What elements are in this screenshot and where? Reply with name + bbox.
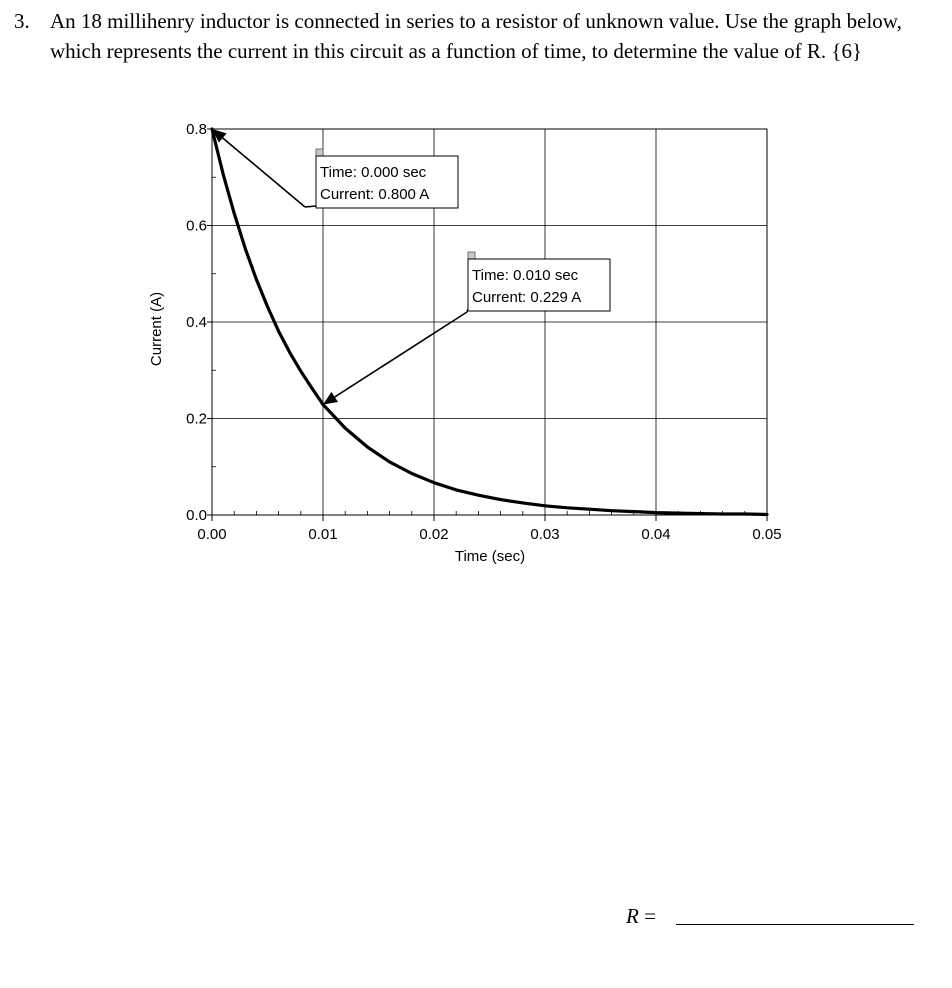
x-tick-label: 0.04 (641, 526, 671, 543)
answer-equals: = (644, 904, 656, 928)
x-tick-label: 0.02 (419, 526, 449, 543)
y-tick-label: 0.4 (186, 314, 207, 331)
x-tick-label: 0.00 (197, 526, 227, 543)
annotation-time-label: Time: 0.010 sec (472, 267, 579, 284)
answer-blank-line (676, 924, 914, 925)
x-tick-label: 0.03 (530, 526, 560, 543)
x-tick-label: 0.01 (308, 526, 338, 543)
answer-variable: R (626, 904, 639, 928)
question-text: An 18 millihenry inductor is connected in series to a resistor of unknown value. Use the graph below, which represents the current in this circuit as a function of time, to determine the value of R. {6} (50, 9, 902, 63)
annotation-anchor-icon (316, 149, 323, 156)
y-tick-label: 0.0 (186, 507, 207, 524)
annotation-current-label: Current: 0.229 A (472, 289, 582, 306)
answer-label (626, 904, 656, 929)
question-number: 3. (14, 9, 30, 33)
y-tick-label: 0.6 (186, 217, 207, 235)
annotation-current-label: Current: 0.800 A (320, 186, 430, 203)
x-tick-label: 0.05 (752, 526, 782, 543)
annotation-leader (305, 206, 316, 207)
y-tick-label: 0.2 (186, 410, 207, 428)
y-axis-title: Current (A) (148, 291, 165, 367)
x-axis-title: Time (sec) (454, 548, 526, 565)
annotation-time-label: Time: 0.000 sec (320, 164, 427, 181)
y-tick-label: 0.8 (186, 121, 207, 138)
annotation-anchor-icon (468, 252, 475, 259)
